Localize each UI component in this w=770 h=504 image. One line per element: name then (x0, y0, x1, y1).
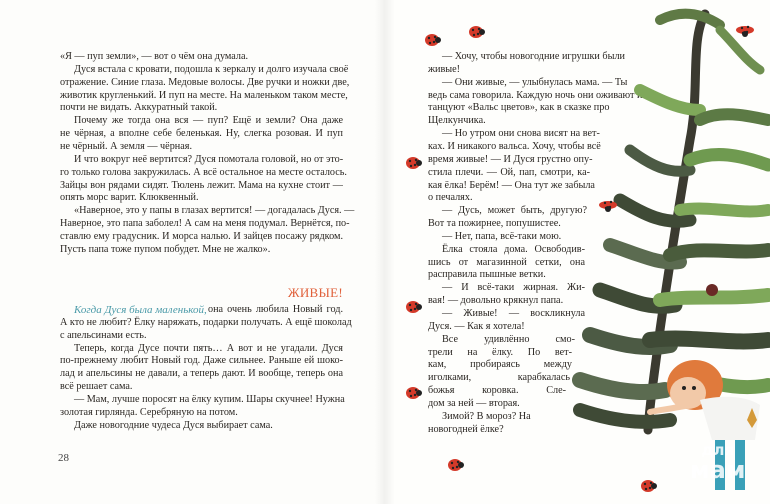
text-line: шись от магазинной сетки, она (428, 256, 585, 268)
text-line: ставлю ему градусник. И морса налью. И зайцев посажу рядком. (60, 230, 343, 242)
watermark-line2: мам (690, 456, 746, 484)
text-line: она очень любила Новый год. (208, 304, 343, 315)
text-line: животик кругленький. И пуп на месте. На маленьком таком месте, (60, 89, 348, 101)
text-line: иголками, карабкалась (428, 372, 570, 384)
text-line: — Нет, папа, всё-таки мою. (442, 230, 562, 242)
text-line: время живые! — И Дуся грустно опу- (428, 153, 593, 165)
text-line: отражение. Синие глаза. Медовые волосы. Две ручки и ножки две, (60, 76, 350, 88)
text-line: — Но утром они снова висят на вет- (442, 128, 600, 140)
text-line: А кто не любит? Ёлку наряжать, подарки получать. А ещё шоколад (60, 316, 352, 328)
ladybug-icon (469, 26, 485, 38)
text-line: Вот та пожирнее, попушистее. (428, 218, 561, 230)
text-line: Дуся встала с кровати, подошла к зеркалу и долго изучала своё (74, 63, 349, 75)
text-line: Почему же тогда она вся — пуп? Ещё и земли? Она даже (74, 115, 343, 127)
text-line: Все удивлённо смо- (442, 333, 575, 345)
text-line: расправила пышные ветки. (428, 269, 546, 281)
watermark-line1: для (701, 441, 735, 459)
text-line: не чёрный. А земля — чёрная. (60, 140, 192, 152)
text-line: опять морс варит. Клюквенный. (60, 192, 199, 204)
text-line: го только голова закружилась. А всё остальное на месте осталось. (60, 166, 347, 178)
ladybug-icon (406, 301, 422, 313)
ladybug-icon (406, 157, 422, 169)
text-line: Теперь, когда Дусе почти пять… А вот и не угадали. Дуся (74, 342, 343, 354)
text-line: золотая гирлянда. Серебряную на потом. (60, 406, 238, 418)
text-line: ведь сама говорила. Каждую ночь они оживают и (428, 89, 643, 101)
text-line: — Мам, лучше поросят на ёлку купим. Шары скучнее! Нужна (74, 393, 345, 405)
text-line: Наверное, это папа заболел! А сам на меня подумал. Вернётся, по- (60, 218, 350, 230)
section-lead: Когда Дуся была маленькой, (74, 304, 207, 316)
text-line: не чёрная, а вполне себе беленькая. Ну, слегка розовая. И пуп (60, 128, 343, 140)
page-number: 28 (58, 452, 69, 464)
text-line: — Дусь, может быть, другую? (442, 205, 587, 217)
text-line: новогодней ёлке? (428, 423, 504, 435)
text-line: «Я — пуп земли», — вот о чём она думала. (60, 51, 249, 62)
text-line: — И всё-таки жирная. Жи- (442, 282, 585, 294)
text-line: — Они живые, — улыбнулась мама. — Ты (442, 76, 628, 88)
text-line: Даже новогодние чудеса Дуся выбирает сама. (74, 419, 273, 431)
ladybugs (406, 26, 754, 492)
text-line: танцуют «Вальс цветов», как в сказке про (428, 102, 610, 114)
text-line: ках. И никакого вальса. Хочу, чтобы всё (428, 140, 601, 152)
text-line: по-прежнему любит Новый год. Даже сильнее. Раньше ей шоко- (60, 355, 343, 367)
text-line: вая! — довольно крякнул папа. (428, 295, 564, 307)
text-line: стила плечи. — Ой, пап, смотри, ка- (428, 166, 590, 178)
ladybug-icon (736, 26, 754, 37)
text-line: божья коровка. Сле- (428, 385, 566, 397)
text-line: живые! (428, 63, 461, 75)
text-line: почти не видать. Аккуратный такой. (60, 102, 218, 114)
text-line: Ёлка стояла дома. Освободив- (442, 243, 585, 255)
text-line: Пусть папа тоже пупом побудет. Мне не жалко». (60, 243, 271, 255)
ladybug-icon (425, 34, 441, 46)
text-line: Щелкунчика. (428, 115, 486, 127)
text-line: — Живые! — воскликнула (442, 308, 585, 319)
ladybug-icon (406, 387, 422, 399)
text-line: Зимой? В мороз? На (442, 410, 531, 422)
christmas-tree-illustration (580, 14, 768, 430)
ladybug-icon (641, 480, 657, 492)
text-line: с апельсинами есть. (60, 329, 147, 341)
text-line: Дуся. — Как я хотела! (428, 320, 525, 332)
text-line: всё решает сама. (60, 381, 133, 393)
text-line: лад и апельсины не давали, а теперь дают. И вообще, теперь она (60, 368, 343, 380)
ladybug-icon (599, 201, 617, 212)
text-line: Зайцы вон рядами сидят. Тюлень лежит. Мама на кухне стоит — (60, 179, 343, 191)
watermark (690, 440, 746, 484)
text-line: трели на ёлку. По вет- (428, 346, 572, 358)
text-line: кам, пробираясь между (428, 359, 572, 371)
text-line: о печалях. (428, 192, 473, 204)
section-title: ЖИВЫЕ! (287, 285, 343, 300)
text-line: кая ёлка! Берём! — Она тут же забыла (428, 179, 595, 191)
text-line: — Хочу, чтобы новогодние игрушки были (442, 51, 625, 62)
text-line: И что вокруг неё вертится? Дуся помотала головой, но от это- (74, 153, 344, 165)
ladybug-icon (448, 459, 464, 471)
text-line: дом за ней — вторая. (428, 397, 520, 409)
text-line: «Наверное, это у папы в глазах вертится! — догадалась Дуся. — (74, 205, 355, 217)
